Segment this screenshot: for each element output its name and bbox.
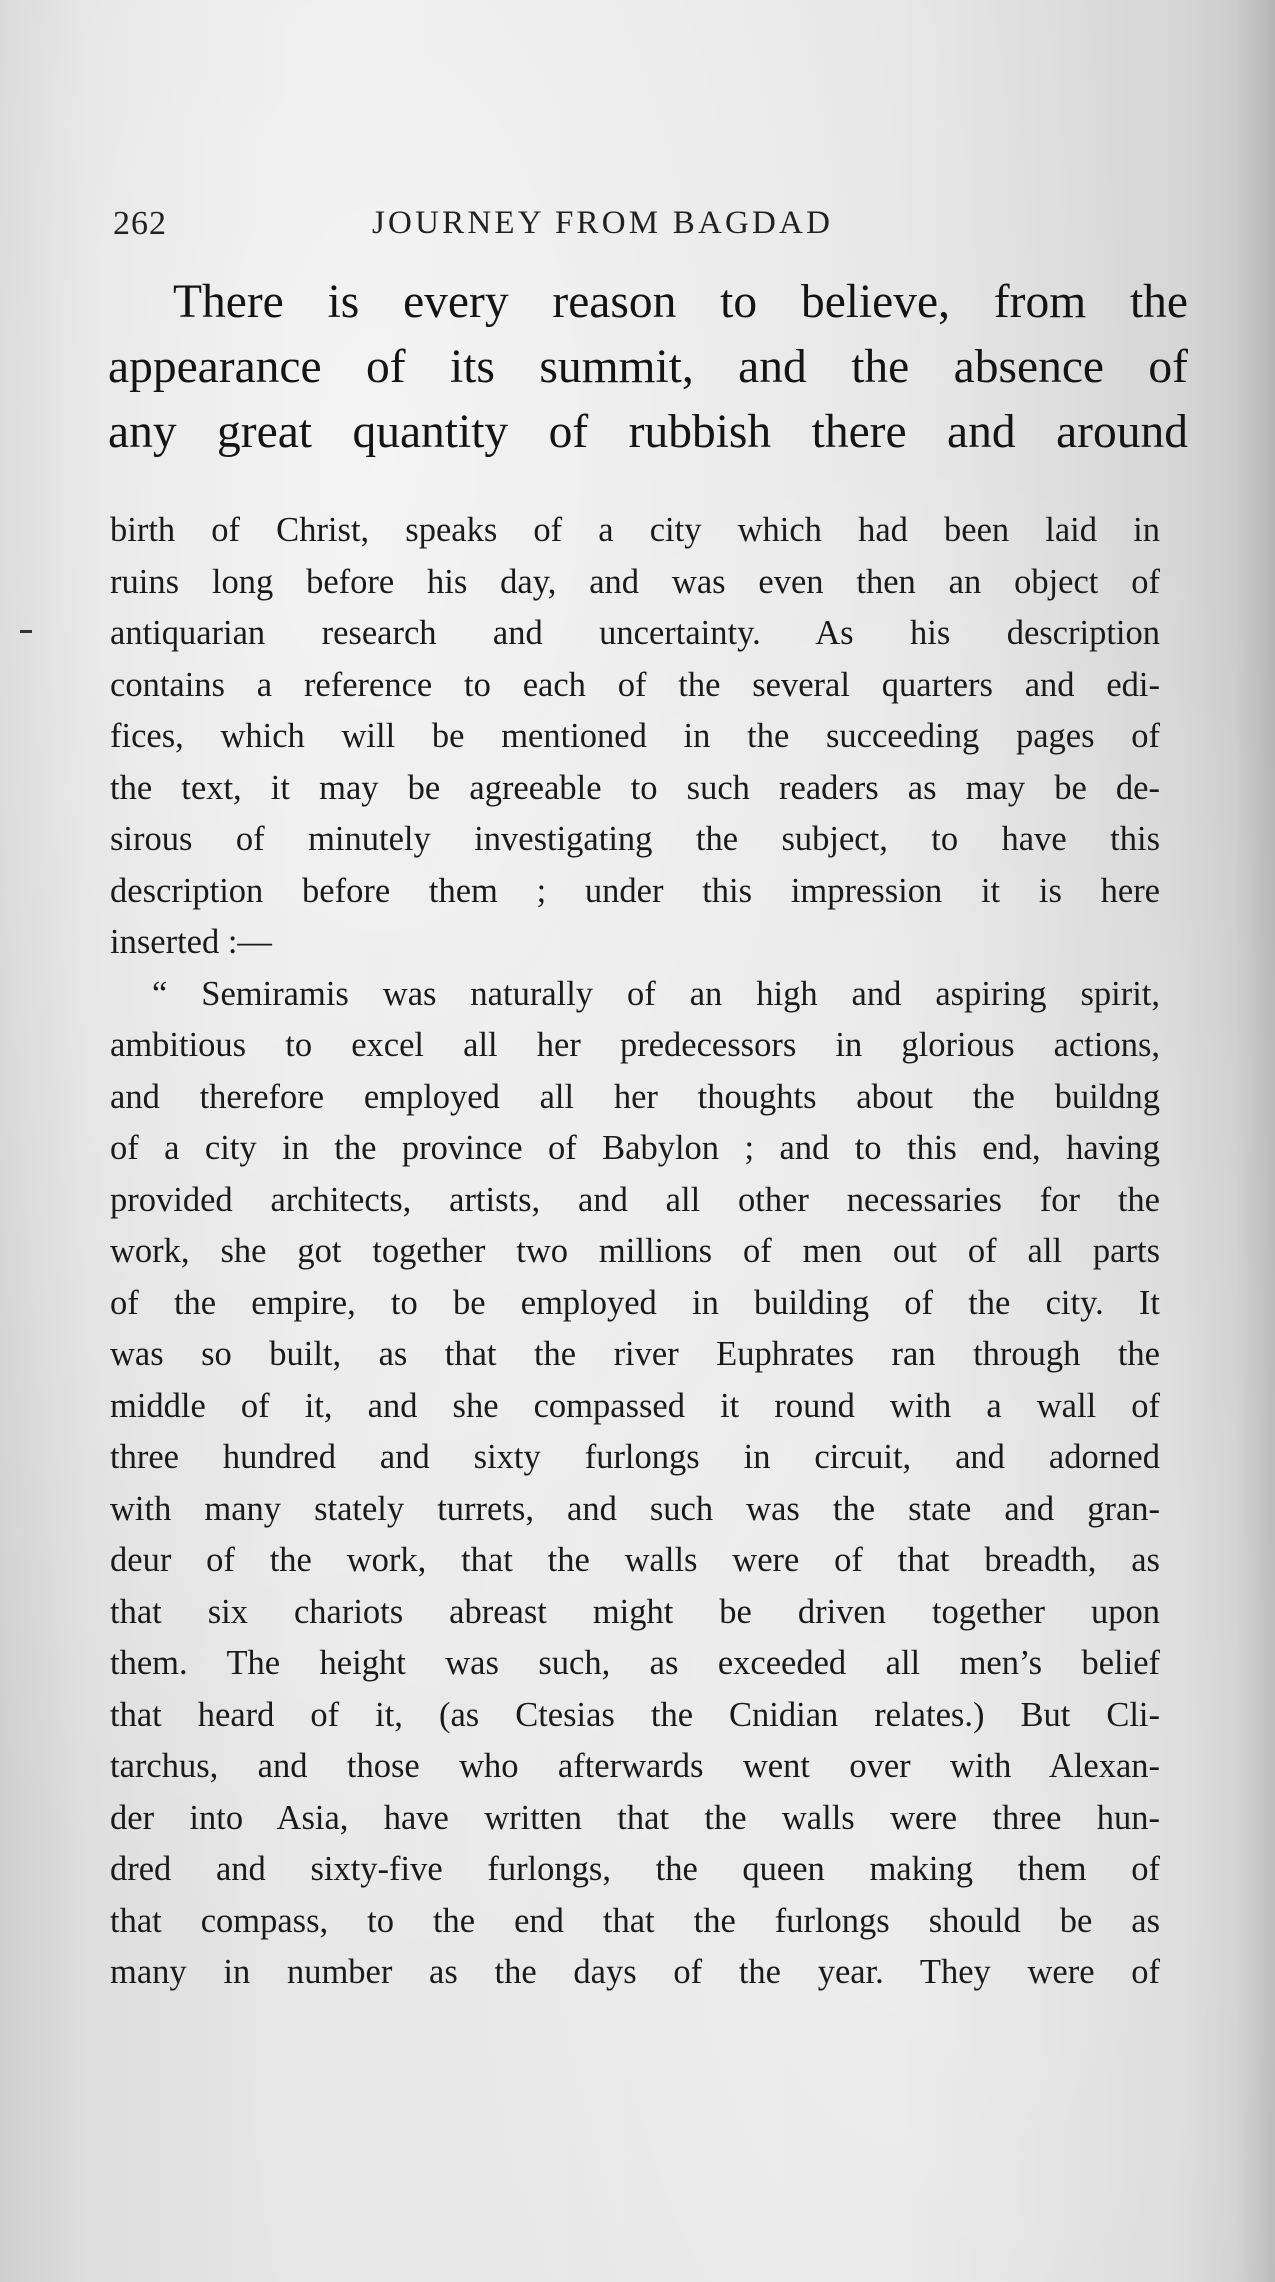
text-line: inserted :— [110, 923, 272, 961]
text-line: “ Semiramis was naturally of an high and aspiring spirit, [152, 974, 1160, 1013]
text-line: contains a reference to each of the several quarters and edi- [110, 665, 1160, 704]
text-line: provided architects, artists, and all other necessaries for the [110, 1180, 1160, 1219]
text-line: the text, it may be agreeable to such readers as may be de- [110, 768, 1160, 807]
text-line: description before them ; under this impression it is here [110, 871, 1160, 910]
running-head: JOURNEY FROM BAGDAD [372, 205, 834, 241]
text-line: of a city in the province of Babylon ; and to this end, having [110, 1129, 1160, 1167]
text-line: work, she got together two millions of men out of all parts [110, 1232, 1160, 1270]
margin-mark [20, 630, 32, 633]
page-number: 262 [113, 205, 167, 242]
text-line: deur of the work, that the walls were of that breadth, as [110, 1541, 1160, 1579]
text-line: that compass, to the end that the furlongs should be as [110, 1901, 1160, 1940]
text-line: ambitious to excel all her predecessors in glorious actions, [110, 1026, 1160, 1064]
text-line: antiquarian research and uncertainty. As his description [110, 614, 1160, 652]
text-line: many in number as the days of the year. They were of [110, 1953, 1160, 1991]
text-line: fices, which will be mentioned in the succeeding pages of [110, 717, 1160, 755]
text-line: der into Asia, have written that the walls were three hun- [110, 1798, 1160, 1837]
slip-line: any great quantity of rubbish there and around [108, 406, 1188, 458]
text-line: of the empire, to be employed in building of the city. It [110, 1283, 1160, 1322]
text-line: that heard of it, (as Ctesias the Cnidian relates.) But Cli- [110, 1695, 1160, 1734]
text-line: and therefore employed all her thoughts about the buildng [110, 1077, 1160, 1116]
text-line: dred and sixty-five furlongs, the queen making them of [110, 1850, 1160, 1888]
text-line: with many stately turrets, and such was the state and gran- [110, 1489, 1160, 1528]
page-header [0, 205, 1275, 255]
text-line: middle of it, and she compassed it round with a wall of [110, 1386, 1160, 1425]
page-edge-shadow [1235, 0, 1275, 2282]
body-text [110, 505, 1160, 1999]
text-line: ruins long before his day, and was even then an object of [110, 562, 1160, 601]
text-line: tarchus, and those who afterwards went over with Alexan- [110, 1747, 1160, 1785]
slip-line: appearance of its summit, and the absence of [108, 341, 1188, 393]
text-line: was so built, as that the river Euphrates ran through the [110, 1335, 1160, 1373]
pasted-text-slip [108, 270, 1188, 465]
text-line: birth of Christ, speaks of a city which had been laid in [110, 511, 1160, 549]
text-line: sirous of minutely investigating the subject, to have this [110, 820, 1160, 858]
text-line: that six chariots abreast might be driven together upon [110, 1592, 1160, 1631]
slip-line: There is every reason to believe, from the [173, 276, 1188, 328]
text-line: them. The height was such, as exceeded all men’s belief [110, 1644, 1160, 1682]
text-line: three hundred and sixty furlongs in circuit, and adorned [110, 1438, 1160, 1476]
